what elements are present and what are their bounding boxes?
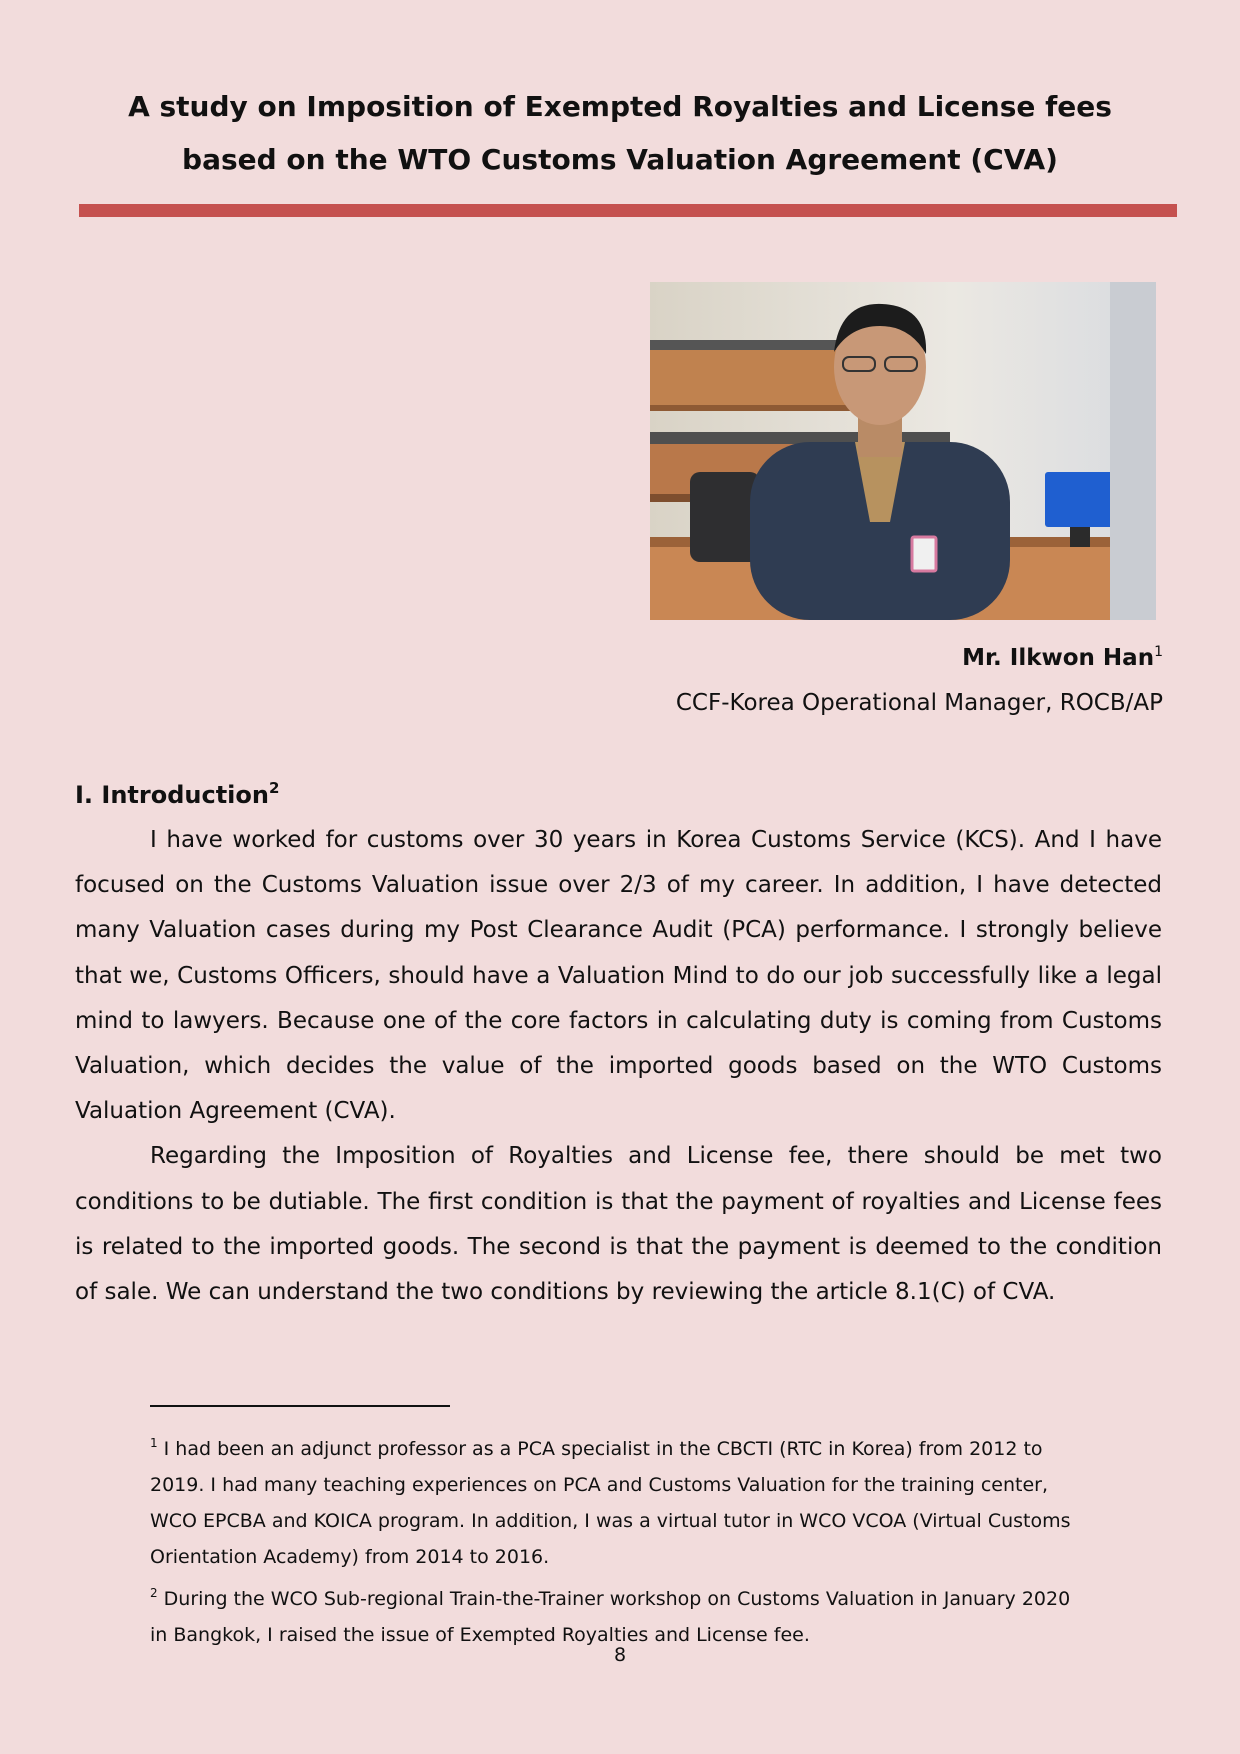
- paragraph: Regarding the Imposition of Royalties and License fee, there should be met two conditions to be dutiable. The first condition is that the payment of royalties and License fees is related to the imported goods. The second is that the payment is deemed to the condition of sale. We can understand the two conditions by reviewing the article 8.1(C) of CVA.: [75, 1143, 1162, 1306]
- section-body: [75, 818, 1162, 1315]
- title-divider: [79, 204, 1177, 217]
- author-name-text: Mr. Ilkwon Han: [962, 645, 1155, 671]
- author-name: [962, 644, 1163, 671]
- footnote-text: I had been an adjunct professor as a PCA specialist in the CBCTI (RTC in Korea) from 2012 to 2019. I had many teaching experiences on PCA and Customs Valuation for the training center, WCO EPCBA and KOICA program. In addition, I was a virtual tutor in WCO VCOA (Virtual Customs Orientation Academy) from 2014 to 2016.: [150, 1438, 1071, 1568]
- section-heading: [75, 779, 279, 809]
- author-role: CCF-Korea Operational Manager, ROCB/AP: [675, 690, 1163, 716]
- title-line-2: based on the WTO Customs Valuation Agreement (CVA): [182, 143, 1058, 176]
- footnote-text: During the WCO Sub-regional Train-the-Trainer workshop on Customs Valuation in January 2020 in Bangkok, I raised the issue of Exempted Royalties and License fee.: [150, 1588, 1071, 1646]
- footnote-1: [150, 1425, 1090, 1575]
- footnote-ref-1[interactable]: 1: [1154, 644, 1163, 660]
- footnote-marker: 2: [150, 1586, 158, 1600]
- footnote-separator: [150, 1405, 450, 1407]
- paragraph: I have worked for customs over 30 years in Korea Customs Service (KCS). And I have focused on the Customs Valuation issue over 2/3 of my career. In addition, I have detected many Valuation cases during my Post Clearance Audit (PCA) performance. I strongly believe that we, Customs Officers, should have a Valuation Mind to do our job successfully like a legal mind to lawyers. Because one of the core factors in calculating duty is coming from Customs Valuation, which decides the value of the imported goods based on the WTO Customs Valuation Agreement (CVA).: [75, 827, 1162, 1125]
- footnote-marker: 1: [150, 1436, 158, 1450]
- footnotes: [150, 1425, 1090, 1653]
- footnote-2: [150, 1575, 1090, 1653]
- footnote-ref-2[interactable]: 2: [268, 779, 280, 797]
- title-line-1: A study on Imposition of Exempted Royalties and License fees: [128, 90, 1112, 123]
- section-heading-text: I. Introduction: [75, 781, 269, 809]
- page-number: 8: [613, 1644, 627, 1666]
- author-photo: [650, 282, 1156, 620]
- document-title: [0, 80, 1240, 186]
